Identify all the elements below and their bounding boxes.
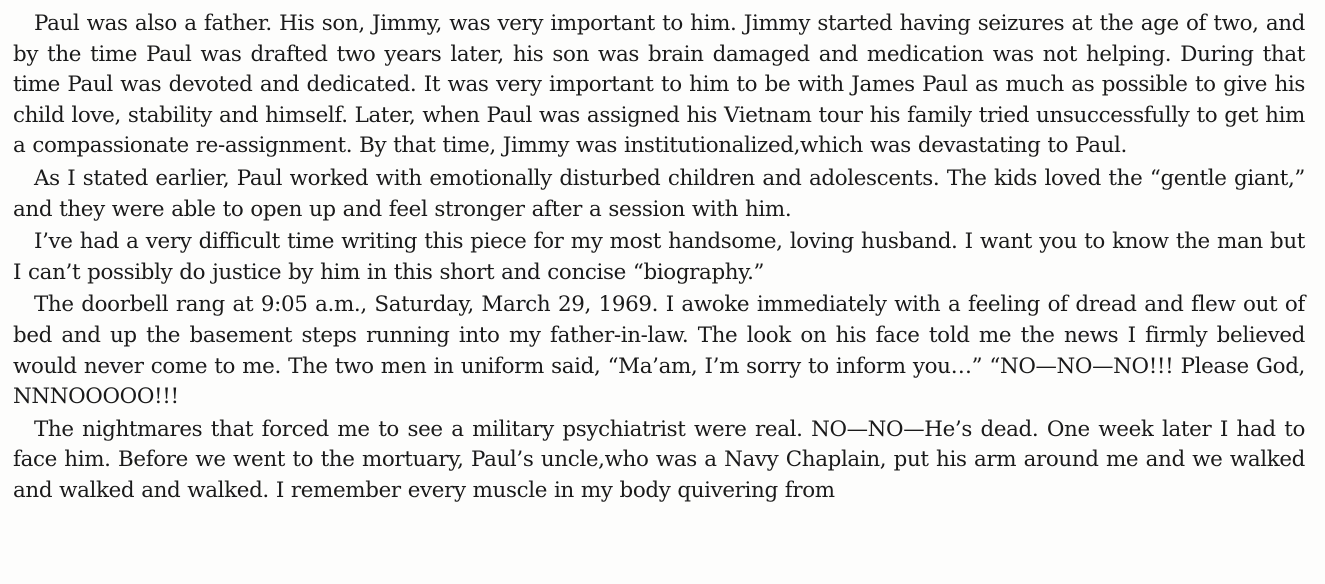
paragraph-nightmares: The nightmares that forced me to see a military psychiatrist were real. NO—NO—He’s dead. One week later I had to face him. Before we went to the mortuary, Paul’s uncle,who was a Navy Chaplain, put his arm around me and we walked and walked and walked. I remember every muscle in my body quivering from <box>13 416 1305 503</box>
paragraph-father-jimmy: Paul was also a father. His son, Jimmy, was very important to him. Jimmy started having seizures at the age of two, and by the time Paul was drafted two years later, his son was brain damaged and medication was not helping. During that time Paul was devoted and dedicated. It was very important to him to be with James Paul as much as possible to give his child love, stability and himself. Later, when Paul was assigned his Vietnam tour his family tried unsuccessfully to get him a compassionate re-assignment. By that time, Jimmy was institutionalized,which was devastating to Paul. <box>13 11 1305 159</box>
body-text <box>13 9 1305 507</box>
paragraph-doorbell: The doorbell rang at 9:05 a.m., Saturday, March 29, 1969. I awoke immediately with a feeling of dread and flew out of bed and up the basement steps running into my father-in-law. The look on his face told me the news I firmly believed would never come to me. The two men in uniform said, “Ma’am, I’m sorry to inform you…” “NO—NO—NO!!! Please God, NNNOOOOO!!! <box>13 292 1305 410</box>
paragraph-gentle-giant: As I stated earlier, Paul worked with emotionally disturbed children and adolescents. The kids loved the “gentle giant,” and they were able to open up and feel stronger after a session with him. <box>13 165 1305 222</box>
paragraph-biography: I’ve had a very difficult time writing this piece for my most handsome, loving husband. I want you to know the man but I can’t possibly do justice by him in this short and concise “biography.” <box>13 229 1305 285</box>
